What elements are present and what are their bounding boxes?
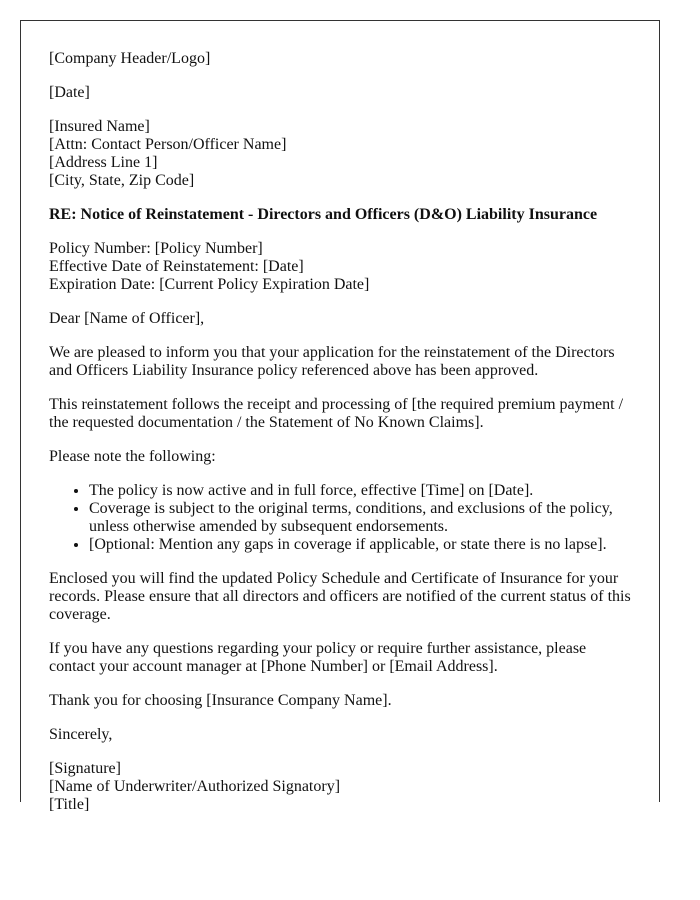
note-intro: Please note the following: (49, 448, 216, 465)
insured-name: [Insured Name] (49, 118, 150, 135)
city-state-zip: [City, State, Zip Code] (49, 172, 195, 189)
approval-paragraph: We are pleased to inform you that your application for the reinstatement of the Directors and Officers Liability Insurance policy referenced above has been approved. (49, 344, 615, 379)
subject-line: RE: Notice of Reinstatement - Directors and Officers (D&O) Liability Insurance (49, 206, 598, 223)
list-item: • Coverage is subject to the original terms, conditions, and exclusions of the policy, unless otherwise amended by subsequent endorsements. (89, 500, 631, 536)
signatory-name: [Name of Underwriter/Authorized Signatory] (49, 778, 341, 795)
questions-paragraph: If you have any questions regarding your policy or require further assistance, please contact your account manager at [Phone Number] or [Email Address]. (49, 640, 587, 675)
thanks-paragraph: Thank you for choosing [Insurance Company Name]. (49, 692, 392, 709)
attention-line: [Attn: Contact Person/Officer Name] (49, 136, 287, 153)
signature-block (49, 760, 631, 814)
signatory-title: [Title] (49, 796, 90, 813)
list-item: • [Optional: Mention any gaps in coverage if applicable, or state there is no lapse]. (89, 536, 631, 554)
closing: Sincerely, (49, 726, 113, 743)
policy-number: Policy Number: [Policy Number] (49, 240, 263, 257)
signature: [Signature] (49, 760, 121, 777)
list-item: • The policy is now active and in full force, effective [Time] on [Date]. (89, 482, 631, 500)
notes-list (49, 482, 631, 554)
company-header: [Company Header/Logo] (49, 50, 211, 67)
address-line-1: [Address Line 1] (49, 154, 158, 171)
policy-details (49, 240, 631, 294)
basis-paragraph: This reinstatement follows the receipt and processing of [the required premium payment / the requested documentation / the Statement of No Known Claims]. (49, 396, 624, 431)
recipient-address (49, 118, 631, 190)
enclosed-paragraph: Enclosed you will find the updated Policy Schedule and Certificate of Insurance for your records. Please ensure that all directors and officers are notified of the current status of this coverage. (49, 570, 631, 623)
letter-page (20, 20, 660, 813)
letter-date: [Date] (49, 84, 90, 101)
effective-date: Effective Date of Reinstatement: [Date] (49, 258, 304, 275)
salutation: Dear [Name of Officer], (49, 310, 205, 327)
expiration-date: Expiration Date: [Current Policy Expiration Date] (49, 276, 370, 293)
